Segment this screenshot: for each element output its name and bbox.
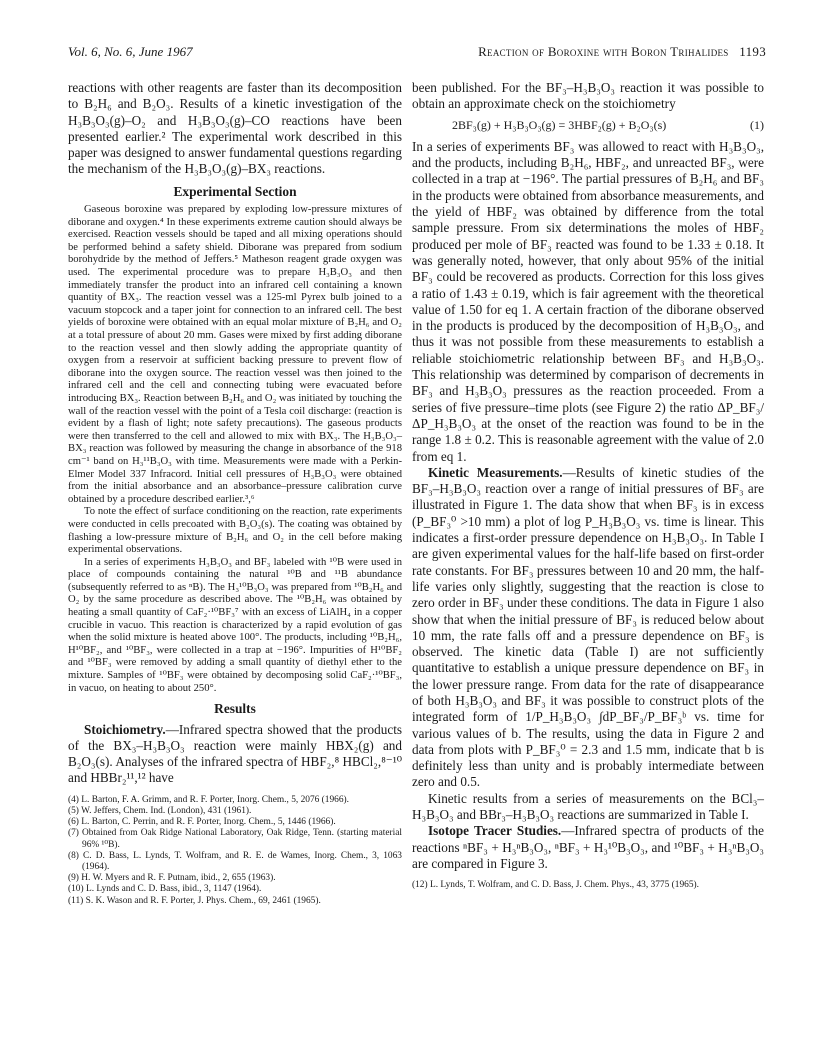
body-paragraph: In a series of experiments BF₃ was allowed to react with H₃B₃O₃, and the products, including B₂H₆, HBF₂, and unreacted BF₃, were collected in a trap at −196°. The partial pressures of B₂H₆ and BF₃ in the products were obtained from absorbance measurements, and the yield of HBF₂ was obtained by difference from the total sample pressure. From six determinations the moles of HBF₂ produced per mole of BF₃ reacted was found to be 1.33 ± 0.18. It was generally noted, however, that only about 95% of the initial BF₃ could be recovered as products. Correction for this loss gives a ratio of 1.43 ± 0.19, which is fair agreement with the theoretical value of 1.50 for eq 1. A certain fraction of the diborane observed in the products is produced by the decomposition of H₃B₃O₃, and thus it was not possible from these measurements to establish a reliable stoichiometric relationship between BF₃ and H₃B₃O₃. This relationship was determined by comparison of decrements in BF₃ and H₃B₃O₃ pressures as the reaction proceeded. From a series of five pressure–time plots (see Figure 2) the ratio ΔP_BF₃/ΔP_H₃B₃O₃ at the onset of the reaction was found to be in the range 1.8 ± 0.2. This is reasonable agreement with the value of 2.0 from eq 1. (412, 138, 764, 464)
page-number: 1193 (739, 44, 766, 59)
footnotes (68, 795, 402, 907)
footnote: (10) L. Lynds and C. D. Bass, ibid., 3, 1147 (1964). (68, 884, 262, 895)
footnote: (12) L. Lynds, T. Wolfram, and C. D. Bass, J. Chem. Phys., 43, 3775 (1965). (412, 880, 699, 891)
experimental-paragraph: To note the effect of surface conditioning on the reaction, rate experiments were conducted in cells precoated with B₂O₃(s). The coating was obtained by flashing a low-pressure mixture of B₂H₆ and O₂ in the cell before making experimental observations. (68, 506, 402, 556)
stoichiometry-paragraph (68, 722, 402, 787)
left-column (68, 80, 402, 907)
results-heading: Results (214, 701, 256, 717)
footnote: (9) H. W. Myers and R. F. Putnam, ibid., 2, 655 (1963). (68, 873, 276, 884)
equation-text: 2BF₃(g) + H₃B₃O₃(g) = 3HBF₂(g) + B₂O₃(s) (452, 117, 667, 132)
footnotes (412, 880, 764, 891)
experimental-paragraph: Gaseous boroxine was prepared by exploding low-pressure mixtures of diborane and oxygen.⁴ In these experiments extreme caution should always be exercised. Reaction vessels should be taped and all mixing operations should be performed behind a safety shield. Diborane was prepared from sodium borohydride by the method of Jeffers.⁵ Matheson reagent grade oxygen was used. The experimental procedure was to prepare H₃B₃O₃ and then immediately transfer the product into an infrared cell containing a known quantity of BX₃. The reaction vessel was a 125-ml Pyrex bulb joined to a vacuum stopcock and a taper joint for connection to an infrared cell. The best yields of boroxine were obtained with an equal molar mixture of B₂H₆ and O₂ at a total pressure of about 20 mm. Gases were mixed by first adding diborane to the reaction vessel and then slowly adding the appropriate quantity of oxygen from a reservoir at sufficient backing pressure to prevent flow of diborane into the oxygen source. The reaction vessel was then joined to the infrared cell and the cell and connecting tubing were evacuated before introducing BX₃. Reaction between B₂H₆ and O₂ was initiated by touching the wall of the reaction vessel with the point of a Tesla coil discharge: (reaction is evident by a flash of light; note safety precautions). The gaseous products were then transferred to the cell and allowed to mix with BX₃. The H₃B₃O₃–BX₃ reaction was followed by measuring the change in absorbance of the 918 cm⁻¹ band on H₃¹¹B₃O₃ with time. Measurements were made with a Perkin-Elmer Model 337 Infracord. Initial cell pressures of H₃B₃O₃ were obtained from the initial absorbance and an absorbance–pressure calibration curve obtained by a procedure described earlier.³,⁶ (68, 204, 402, 505)
journal-volume: Vol. 6, No. 6, June 1967 (68, 44, 193, 59)
isotope-label: Isotope Tracer Studies. (428, 823, 562, 839)
stoichiometry-text: —Infrared spectra showed that the products of the BX₃–H₃B₃O₃ reaction were mainly HBX₂(g) and B₂O₃(s). Analyses of the infrared spectra of HBF₂,⁸ HBCl₂,⁸⁻¹⁰ and HBBr₂¹¹,¹² have (68, 721, 402, 786)
footnote: (8) C. D. Bass, L. Lynds, T. Wolfram, and R. E. de Wames, Inorg. Chem., 3, 1063 (1964). (68, 850, 402, 872)
equation-1 (412, 117, 764, 133)
running-title (478, 44, 766, 60)
footnote: (5) W. Jeffers, Chem. Ind. (London), 431 (1961). (68, 805, 252, 816)
intro-paragraph: reactions with other reagents are faster than its decomposition to B₂H₆ and B₂O₃. Results of a kinetic investigation of the H₃B₃O₃(g)–O₂ and H₃B₃O₃(g)–CO reactions have been presented earlier.² The experimental work described in this paper was designed to answer fundamental questions regarding the mechanism of the H₃B₃O₃(g)–BX₃ reactions. (68, 80, 402, 177)
footnote: (6) L. Barton, C. Perrin, and R. F. Porter, Inorg. Chem., 5, 1446 (1966). (68, 817, 336, 828)
footnote: (11) S. K. Wason and R. F. Porter, J. Phys. Chem., 69, 2461 (1965). (68, 895, 321, 906)
body-paragraph: been published. For the BF₃–H₃B₃O₃ reaction it was possible to obtain an approximate check on the stoichiometry (412, 80, 764, 112)
isotope-text: —Infrared spectra of products of the reactions ⁿBF₃ + H₃ⁿB₃O₃, ⁿBF₃ + H₃¹⁰B₃O₃, and ¹⁰BF₃ + H₃ⁿB₃O₃ are compared in Figure 3. (412, 823, 764, 871)
kinetic-label: Kinetic Measurements. (428, 464, 563, 480)
isotope-paragraph (412, 823, 764, 872)
kinetic-paragraph (412, 465, 764, 791)
right-column (412, 80, 764, 891)
stoichiometry-label: Stoichiometry. (84, 721, 166, 737)
footnote: (4) L. Barton, F. A. Grimm, and R. F. Porter, Inorg. Chem., 5, 2076 (1966). (68, 794, 349, 805)
running-title-text: Reaction of Boroxine with Boron Trihalides (478, 44, 729, 59)
kinetic-text: —Results of kinetic studies of the BF₃–H₃B₃O₃ reaction over a range of initial pressures of BF₃ are illustrated in Figure 1. The data show that when BF₃ is in excess (P_BF₃⁰ >10 mm) a plot of log P_H₃B₃O₃ vs. time is linear. This indicates a first-order pressure dependence on H₃B₃O₃. In Table I are given experimental values for the half-life based on first-order rate constants. For BF₃ pressures between 10 and 20 mm, the half-life varies only slightly, suggesting that the reaction is close to zero order in BF₃ under these conditions. The data in Figure 1 also show that when the initial pressure of BF₃ is reduced below about 10 mm, the rate falls off and a pressure dependence on BF₃ is observed. The kinetic data (Table I) are not sufficiently quantitative to establish a unique pressure dependence on BF₃ in the lower pressure range. From data for the rate of disappearance of both H₃B₃O₃ and BF₃ it was possible to construct plots of the integrated form of 1/P_H₃B₃O₃ ∫dP_BF₃/P_BF₃ᵇ vs. time for various values of b. The results, using the data in Figure 2 and data from plots with P_BF₃⁰ = 2.3 and 1.5 mm, indicate that b is definitely less than unity and is probably intermediate between zero and 0.5. (412, 464, 765, 790)
body-paragraph: Kinetic results from a series of measurements on the BCl₃–H₃B₃O₃ and BBr₃–H₃B₃O₃ reactions are summarized in Table I. (412, 790, 764, 823)
page-header (68, 44, 766, 64)
experimental-heading: Experimental Section (173, 183, 297, 199)
footnote: (7) Obtained from Oak Ridge National Laboratory, Oak Ridge, Tenn. (starting material 96% ¹⁰B). (68, 828, 402, 850)
equation-number: (1) (750, 117, 764, 132)
experimental-paragraph: In a series of experiments H₃B₃O₃ and BF₃ labeled with ¹⁰B were used in place of compounds containing the natural ¹⁰B and ¹¹B abundance (subsequently referred to as ⁿB). The H₃¹⁰B₃O₃ was prepared from ¹⁰B₂H₆ and O₂ by the same procedure as described above. The ¹⁰B₂H₆ was obtained by heating a small quantity of CaF₂·¹⁰BF₃⁷ with an excess of LiAlH₄ in a copper crucible in vacuo. This reaction is characterized by a rapid evolution of gas when the solid mixture is heated above 100°. The products, including ¹⁰B₂H₆, H¹⁰BF₂, and ¹⁰BF₃, were collected in a trap at −196°. Impurities of H¹⁰BF₂ and ¹⁰BF₃ were removed by adding a small quantity of diethyl ether to the mixture. Samples of ¹⁰BF₃ were obtained by decomposing solid CaF₂·¹⁰BF₃, in vacuo, on heating to about 250°. (68, 556, 402, 694)
